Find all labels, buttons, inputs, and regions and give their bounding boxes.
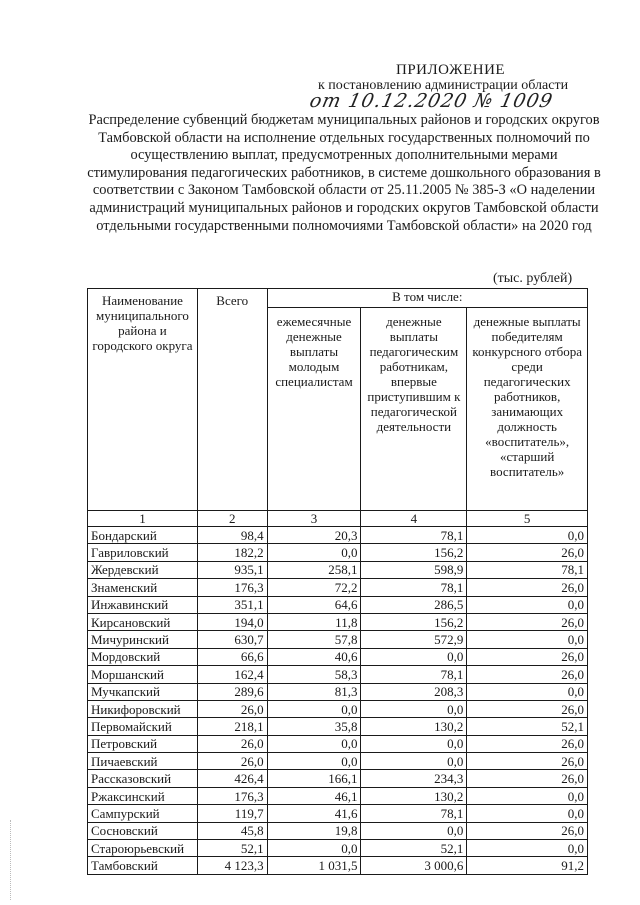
first-time-teachers-cell: 598,9 [361, 561, 467, 578]
table-row [88, 718, 588, 735]
table-row [88, 753, 588, 770]
handwritten-reference: от 10.12.2020 № 1009 [307, 90, 556, 112]
district-name-cell: Жердевский [88, 561, 198, 578]
header-col5: денежные выплаты победителям конкурсного отбора среди педагогических работников, занимающих должность «воспитатель», «старший воспитатель» [467, 308, 588, 511]
contest-winners-cell: 26,0 [467, 613, 588, 630]
contest-winners-cell: 52,1 [467, 718, 588, 735]
district-name-cell: Ржаксинский [88, 787, 198, 804]
contest-winners-cell: 26,0 [467, 753, 588, 770]
contest-winners-cell: 26,0 [467, 700, 588, 717]
unit-label: (тыс. рублей) [493, 271, 573, 286]
total-cell: 119,7 [197, 805, 267, 822]
district-name-cell: Знаменский [88, 579, 198, 596]
contest-winners-cell: 0,0 [467, 787, 588, 804]
subvention-table [87, 288, 588, 875]
header-total: Всего [197, 289, 267, 511]
district-name-cell: Инжавинский [88, 596, 198, 613]
district-name-cell: Петровский [88, 735, 198, 752]
first-time-teachers-cell: 156,2 [361, 544, 467, 561]
district-name-cell: Никифоровский [88, 700, 198, 717]
district-name-cell: Гавриловский [88, 544, 198, 561]
first-time-teachers-cell: 286,5 [361, 596, 467, 613]
column-index-row [88, 511, 588, 527]
first-time-teachers-cell: 0,0 [361, 700, 467, 717]
young-specialists-cell: 41,6 [267, 805, 361, 822]
young-specialists-cell: 1 031,5 [267, 857, 361, 874]
district-name-cell: Тамбовский [88, 857, 198, 874]
table-row [88, 840, 588, 857]
table-row [88, 561, 588, 578]
contest-winners-cell: 0,0 [467, 596, 588, 613]
table-row [88, 857, 588, 874]
contest-winners-cell: 26,0 [467, 735, 588, 752]
contest-winners-cell: 0,0 [467, 840, 588, 857]
young-specialists-cell: 0,0 [267, 700, 361, 717]
first-time-teachers-cell: 78,1 [361, 805, 467, 822]
table-row [88, 579, 588, 596]
contest-winners-cell: 0,0 [467, 683, 588, 700]
contest-winners-cell: 0,0 [467, 527, 588, 544]
young-specialists-cell: 11,8 [267, 613, 361, 630]
total-cell: 4 123,3 [197, 857, 267, 874]
first-time-teachers-cell: 0,0 [361, 753, 467, 770]
total-cell: 194,0 [197, 613, 267, 630]
table-row [88, 666, 588, 683]
total-cell: 26,0 [197, 700, 267, 717]
total-cell: 162,4 [197, 666, 267, 683]
young-specialists-cell: 0,0 [267, 840, 361, 857]
first-time-teachers-cell: 156,2 [361, 613, 467, 630]
contest-winners-cell: 26,0 [467, 544, 588, 561]
total-cell: 351,1 [197, 596, 267, 613]
first-time-teachers-cell: 572,9 [361, 631, 467, 648]
contest-winners-cell: 26,0 [467, 579, 588, 596]
table-row [88, 770, 588, 787]
total-cell: 66,6 [197, 648, 267, 665]
table-header-row [88, 289, 588, 308]
young-specialists-cell: 0,0 [267, 753, 361, 770]
young-specialists-cell: 258,1 [267, 561, 361, 578]
total-cell: 176,3 [197, 787, 267, 804]
total-cell: 630,7 [197, 631, 267, 648]
first-time-teachers-cell: 234,3 [361, 770, 467, 787]
district-name-cell: Моршанский [88, 666, 198, 683]
annex-subtitle: к постановлению администрации области [318, 78, 569, 93]
district-name-cell: Староюрьевский [88, 840, 198, 857]
table-row [88, 805, 588, 822]
scan-edge-mark [10, 820, 12, 900]
table-row [88, 735, 588, 752]
district-name-cell: Первомайский [88, 718, 198, 735]
table-row [88, 700, 588, 717]
contest-winners-cell: 91,2 [467, 857, 588, 874]
table-row [88, 648, 588, 665]
table-row [88, 613, 588, 630]
header-name: Наименование муниципального района и городского округа [88, 289, 198, 511]
young-specialists-cell: 20,3 [267, 527, 361, 544]
table-row [88, 527, 588, 544]
total-cell: 52,1 [197, 840, 267, 857]
annex-title: ПРИЛОЖЕНИЕ [396, 62, 506, 78]
young-specialists-cell: 64,6 [267, 596, 361, 613]
first-time-teachers-cell: 0,0 [361, 822, 467, 839]
column-index: 2 [197, 511, 267, 527]
district-name-cell: Пичаевский [88, 753, 198, 770]
contest-winners-cell: 26,0 [467, 770, 588, 787]
first-time-teachers-cell: 0,0 [361, 735, 467, 752]
young-specialists-cell: 0,0 [267, 544, 361, 561]
header-group: В том числе: [267, 289, 587, 308]
total-cell: 176,3 [197, 579, 267, 596]
young-specialists-cell: 57,8 [267, 631, 361, 648]
total-cell: 935,1 [197, 561, 267, 578]
district-name-cell: Сампурский [88, 805, 198, 822]
total-cell: 98,4 [197, 527, 267, 544]
young-specialists-cell: 40,6 [267, 648, 361, 665]
young-specialists-cell: 58,3 [267, 666, 361, 683]
district-name-cell: Сосновский [88, 822, 198, 839]
contest-winners-cell: 26,0 [467, 648, 588, 665]
column-index: 4 [361, 511, 467, 527]
first-time-teachers-cell: 78,1 [361, 666, 467, 683]
table-row [88, 822, 588, 839]
total-cell: 26,0 [197, 753, 267, 770]
first-time-teachers-cell: 78,1 [361, 527, 467, 544]
young-specialists-cell: 19,8 [267, 822, 361, 839]
first-time-teachers-cell: 130,2 [361, 787, 467, 804]
total-cell: 182,2 [197, 544, 267, 561]
district-name-cell: Рассказовский [88, 770, 198, 787]
column-index: 3 [267, 511, 361, 527]
young-specialists-cell: 46,1 [267, 787, 361, 804]
first-time-teachers-cell: 52,1 [361, 840, 467, 857]
district-name-cell: Мичуринский [88, 631, 198, 648]
total-cell: 289,6 [197, 683, 267, 700]
contest-winners-cell: 26,0 [467, 822, 588, 839]
header-col4: денежные выплаты педагогическим работникам, впервые приступившим к педагогической деятельности [361, 308, 467, 511]
contest-winners-cell: 0,0 [467, 631, 588, 648]
first-time-teachers-cell: 0,0 [361, 648, 467, 665]
district-name-cell: Кирсановский [88, 613, 198, 630]
column-index: 1 [88, 511, 198, 527]
first-time-teachers-cell: 130,2 [361, 718, 467, 735]
first-time-teachers-cell: 208,3 [361, 683, 467, 700]
contest-winners-cell: 78,1 [467, 561, 588, 578]
column-index: 5 [467, 511, 588, 527]
header-col3: ежемесячные денежные выплаты молодым специалистам [267, 308, 361, 511]
document-title: Распределение субвенций бюджетам муниципальных районов и городских округов Тамбовской области на исполнение отдельных государственных полномочий по осуществлению выплат, предусмотренных дополнительными мерами стимулирования педагогических работников, в системе дошкольного образования в соответствии с Законом Тамбовской области от 25.11.2005 № 385-З «О наделении администраций муниципальных районов и городских округов Тамбовской области отдельными государственными полномочиями Тамбовской области» на 2020 год [87, 112, 601, 234]
district-name-cell: Мучкапский [88, 683, 198, 700]
total-cell: 218,1 [197, 718, 267, 735]
young-specialists-cell: 0,0 [267, 735, 361, 752]
young-specialists-cell: 166,1 [267, 770, 361, 787]
district-name-cell: Мордовский [88, 648, 198, 665]
first-time-teachers-cell: 78,1 [361, 579, 467, 596]
first-time-teachers-cell: 3 000,6 [361, 857, 467, 874]
total-cell: 45,8 [197, 822, 267, 839]
total-cell: 26,0 [197, 735, 267, 752]
contest-winners-cell: 26,0 [467, 666, 588, 683]
table-row [88, 683, 588, 700]
young-specialists-cell: 81,3 [267, 683, 361, 700]
table-row [88, 631, 588, 648]
table-row [88, 596, 588, 613]
table-row [88, 544, 588, 561]
district-name-cell: Бондарский [88, 527, 198, 544]
young-specialists-cell: 72,2 [267, 579, 361, 596]
total-cell: 426,4 [197, 770, 267, 787]
table-row [88, 787, 588, 804]
young-specialists-cell: 35,8 [267, 718, 361, 735]
contest-winners-cell: 0,0 [467, 805, 588, 822]
